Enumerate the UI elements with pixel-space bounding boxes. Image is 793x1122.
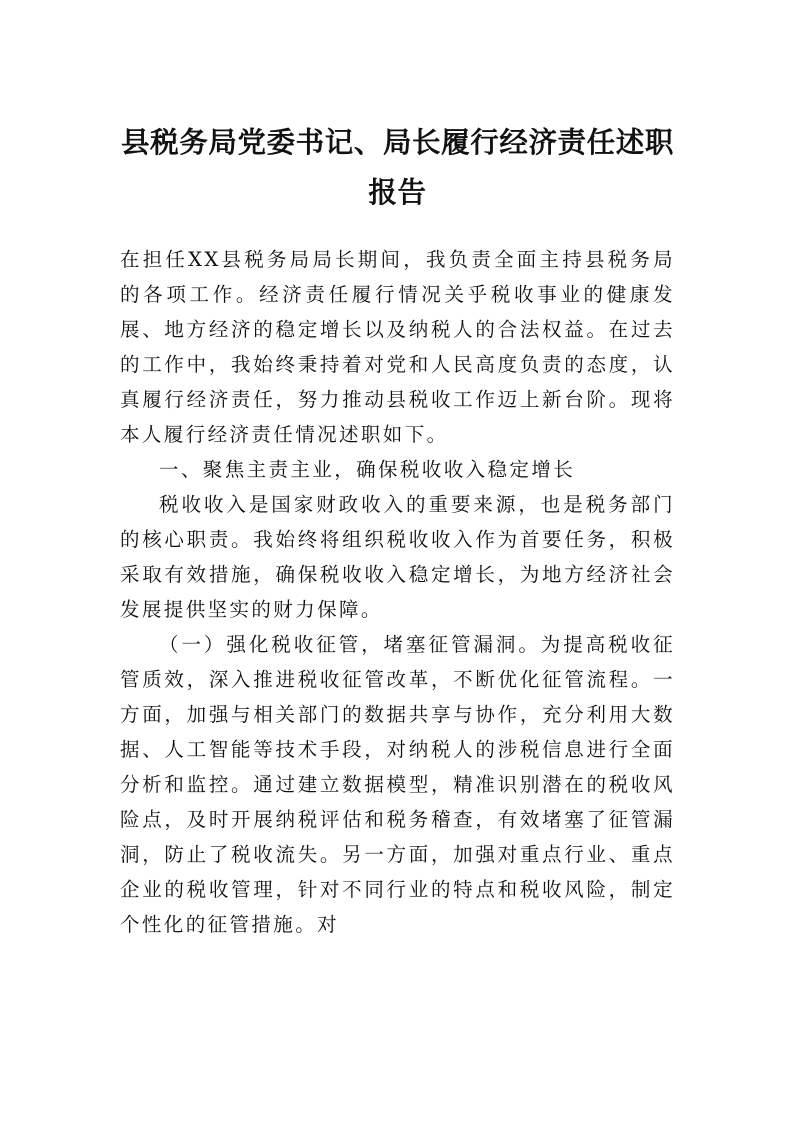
intro-paragraph: 在担任XX县税务局局长期间，我负责全面主持县税务局的各项工作。经济责任履行情况关乎税收事业的健康发展、地方经济的稳定增长以及纳税人的合法权益。在过去的工作中，我始终秉持着对党和人民高度负责的态度，认真履行经济责任，努力推动县税收工作迈上新台阶。现将本人履行经济责任情况述职如下。 [120, 248, 675, 446]
document-body [120, 242, 675, 942]
title-line-1: 县税务局党委书记、局长履行经济责任述职 [121, 126, 674, 159]
section-1-paragraph: 税收收入是国家财政收入的重要来源，也是税务部门的核心职责。我始终将组织税收收入作为首要任务，积极采取有效措施，确保税收收入稳定增长，为地方经济社会发展提供坚实的财力保障。 [120, 493, 675, 621]
subsection-1-paragraph: （一）强化税收征管，堵塞征管漏洞。为提高税收征管质效，深入推进税收征管改革，不断优化征管流程。一方面，加强与相关部门的数据共享与协作，充分利用大数据、人工智能等技术手段，对纳税人的涉税信息进行全面分析和监控。通过建立数据模型，精准识别潜在的税收风险点，及时开展纳税评估和税务稽查，有效堵塞了征管漏洞，防止了税收流失。另一方面，加强对重点行业、重点企业的税收管理，针对不同行业的特点和税收风险，制定个性化的征管措施。对 [120, 633, 675, 936]
title-line-2: 报告 [368, 176, 427, 209]
document-title [120, 118, 675, 218]
section-heading-1: 一、聚焦主责主业，确保税收收入稳定增长 [159, 458, 576, 481]
